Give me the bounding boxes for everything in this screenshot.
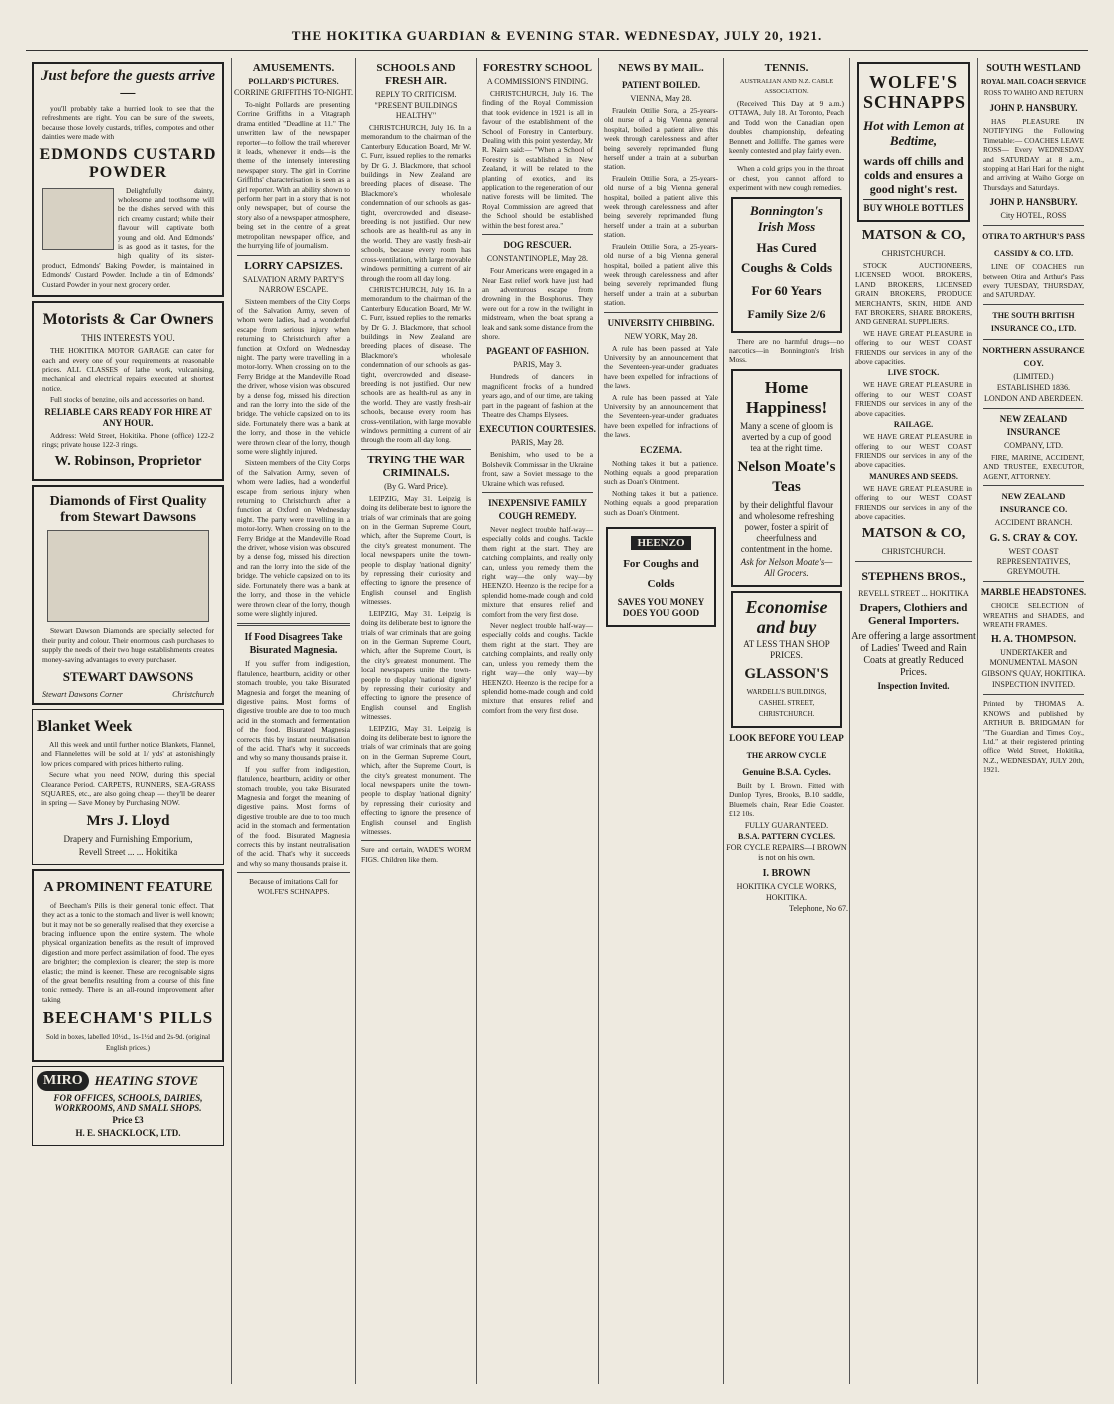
matson-body: STOCK AUCTIONEERS, LICENSED WOOL BROKERS, LAND BROKERS, LICENSED GRAIN BROKERS, PRODUCE MERCHANTS, SKIN, HIDE AND FAT BROKERS, SHARE BROKERS, AND GENERAL SUPPLIERS. (855, 261, 972, 327)
column-4 (478, 58, 597, 1384)
divider (237, 255, 350, 256)
economise-headline: Economise and buy (745, 596, 828, 637)
home-body: Many a scene of gloom is averted by a cup of good tea at the right time. (740, 420, 833, 453)
divider (983, 581, 1084, 582)
stephens-head: STEPHENS BROS., (861, 569, 966, 584)
miro-price: Price £3 (112, 1115, 144, 1126)
matson2-city: CHRISTCHURCH. (881, 547, 946, 557)
manures: MANURES AND SEEDS. (869, 471, 958, 481)
eczema-body: Nothing takes it but a patience. Nothing equals a good preparation such as Doan's Ointment. (604, 458, 718, 487)
divider (604, 312, 718, 313)
dog-rescuer-head: DOG RESCUER. (503, 240, 572, 251)
patient-boiled-sub: VIENNA, May 28. (630, 94, 692, 103)
amusements-body: To-night Pollards are presenting Corrine Griffiths in a Vitagraph drama entitled "Deadline at 11." The unwritten law of the newspaper reporter—to follow the trail wherever it leads, whenever it ends—is the theme of the intensely interesting newspaper story. The girl in Corrine Griffiths' characterisation is seen as a girl reporter. With an ability shown to perform her part in a story that is not only newspaper, but of course the story also of a newspaper atmosphere, being set in the centre of a great metropolitan newspaper office, and the hurrying life of journalism. (237, 100, 350, 251)
wolfe-foot: BUY WHOLE BOTTLES (863, 199, 964, 214)
column-rule (598, 58, 599, 1384)
edmonds-brand: EDMONDS CUSTARD POWDER (39, 145, 217, 181)
heenzo-line2: SAVES YOU MONEY DOES YOU GOOD (617, 597, 705, 619)
divider (855, 561, 972, 562)
moate-ad (731, 369, 842, 587)
motorists-ad (32, 301, 224, 481)
worm-figs-note: Sure and certain, WADE'S WORM FIGS. Children like them. (361, 845, 471, 864)
brown-city: HOKITIKA. (765, 892, 808, 902)
moss-intro: When a cold grips you in the throat or chest, you cannot afford to experiment with new cough remedies. (729, 164, 844, 193)
news-by-mail-head: NEWS BY MAIL. (618, 62, 704, 74)
divider (237, 623, 350, 626)
patient-boiled-body: Fraulein Ottilie Sora, a 25-years-old nurse of a big Vienna general hospital, boiled a patient alive this week through carelessness and after being severely reprimanded flung herself under a train at a suburban station. (604, 106, 718, 172)
matson2-head: MATSON & CO, (861, 526, 966, 542)
imprint: Printed by THOMAS A. KNOWS and published by ARTHUR B. BRIDGMAN for "The Guardian and Times Coy., Ltd." at their registered printing office Weld Street, Hokitika, N.Z., WEDNESDAY, JULY 20th, 1921. (983, 699, 1084, 775)
motorists-sub: THIS INTERESTS YOU. (81, 333, 175, 344)
divider (983, 339, 1084, 340)
matson-home-body: WE HAVE GREAT PLEASURE in offering to our WEST COAST FRIENDS our services in any of the above capacities. (855, 328, 972, 367)
moss-line2: For 60 Years (751, 282, 822, 298)
matson-home-body: WE HAVE GREAT PLEASURE in offering to our WEST COAST FRIENDS our services in any of the above capacities. (855, 483, 972, 521)
motorists-proprietor: W. Robinson, Proprietor (54, 454, 202, 470)
wolfe-script: Hot with Lemon at Bedtime, (863, 118, 964, 148)
matson-home-body: WE HAVE GREAT PLEASURE in offering to our WEST COAST FRIENDS our services in any of the above capacities. (855, 380, 972, 418)
divider (983, 408, 1084, 409)
divider (482, 492, 593, 493)
motorists-address: Address: Weld Street, Hokitika. Phone (office) 122-2 rings; private house 122-3 rings. (42, 430, 214, 449)
glasson-sub: WARDELL'S BUILDINGS, CASHEL STREET, CHRISTCHURCH. (746, 687, 827, 718)
bsa-foot: FULLY GUARANTEED. (744, 820, 829, 830)
hansbury-city: City HOTEL, ROSS (1000, 211, 1067, 221)
nz-insurance-sub: COMPANY, LTD. (1003, 440, 1064, 450)
divider (361, 449, 471, 450)
column-2 (233, 58, 354, 1384)
live-stock: LIVE STOCK. (887, 368, 940, 378)
wolfe-ad (857, 62, 970, 222)
schools-head: SCHOOLS AND FRESH AIR. (376, 62, 456, 87)
column-rule (977, 58, 978, 1384)
heenzo-ad (606, 527, 716, 627)
schnapps-note: Because of imitations Call for WOLFE'S SCHNAPPS. (249, 877, 338, 896)
motorists-line2: Full stocks of benzine, oils and accessories on hand. (50, 395, 205, 405)
home-head: Home Happiness! (745, 377, 828, 417)
patient-boiled-body: Fraulein Ottilie Sora, a 25-years-old nurse of a big Vienna general hospital, boiled a patient alive this week through carelessness and after being severely reprimanded flung herself under a train at a suburban station. (604, 173, 718, 240)
motorists-headline: Motorists & Car Owners (42, 311, 214, 329)
teas-foot: Ask for Nelson Moate's—All Grocers. (740, 556, 833, 578)
south-british-head: THE SOUTH BRITISH INSURANCE CO., LTD. (990, 310, 1077, 333)
magnesia-head: If Food Disagrees Take Bisurated Magnesia. (244, 632, 343, 657)
bsa-body: Built by I. Brown. Fitted with Dunlop Tyres, Brooks, B.10 saddle, Bluemels chain, Rear Edie Coaster. £12 10s. (729, 780, 844, 819)
column-5 (600, 58, 722, 1384)
teas-head: Nelson Moate's Teas (737, 458, 836, 495)
bsa-parts: B.S.A. PATTERN CYCLES. (737, 831, 836, 841)
rings-illustration (47, 530, 209, 622)
eczema-head: ECZEMA. (640, 444, 682, 455)
moss-foot: There are no harmful drugs—no narcotics—in Bonnington's Irish Moss. (729, 336, 844, 365)
northern-head: NORTHERN ASSURANCE COY. (982, 344, 1085, 368)
divider (482, 234, 593, 235)
otira-body: LINE OF COACHES run between Otira and Arthur's Pass every TUESDAY, THURSDAY, and SATURDAY. (983, 262, 1084, 300)
magnesia-body: If you suffer from indigestion, flatulence, heartburn, acidity or other stomach trouble, you take Bisurated Magnesia and forget the meaning of digestive pains. Most forms of digestive trouble are due to too much acid in the stomach and fermentation of the food. Bisurated Magnesia corrects this by instant neutralisation of the acid. That's why it succeeds and why so many thousands praise it. (237, 659, 350, 763)
marble-head: MARBLE HEADSTONES. (980, 587, 1087, 598)
column-6 (725, 58, 848, 1384)
schools-sub2: "PRESENT BUILDINGS HEALTHY" (374, 101, 458, 120)
amusements-sub2: CORRINE GRIFFITHS TO-NIGHT. (234, 88, 353, 97)
forestry-sub: A COMMISSION'S FINDING. (486, 77, 589, 86)
hansbury-foot: JOHN P. HANSBURY. (989, 197, 1078, 208)
brown-sub: HOKITIKA CYCLE WORKS, (736, 881, 837, 891)
schools-body: CHRISTCHURCH, July 16. In a memorandum to the chairman of the Canterbury Education Board, Mr W. C. Furr, issued replies to the remarks by Dr G. J. Blackmore, that school buildings in New Zealand are breeding places of disease. The Blackmore's wholesale condemnation of our schools as gas-tight, overcrowded and disease-breeding is not justified. Our new schools are as health-rul as any in the world. They are vastly fresh-air schools, because every room has cross-ventilation, with large movable windows permitting a current of air through the room all day long. (361, 123, 471, 283)
divider (361, 840, 471, 841)
diamonds-ad (32, 485, 224, 705)
lorry-body: Sixteen members of the City Corps of the Salvation Army, seven of whom were ladies, had a wonderful escape from serious injury when returning to Christchurch after a function at Oxford on Wednesday night. The party were travelling in a motor-lorry. When crossing on to the Ferry Bridge at the Mandeville Road the driver, whose vision was obscured by a dense fog, missed his direction and ran the lorry into the side of the bridge. The vehicle capsized on to its side. Fortunately there was a bank at the lorry, and those in the vehicle were thrown clear of the lorry, though some were slightly injured. (237, 458, 350, 618)
otira-sub: CASSIDY & CO. LTD. (993, 249, 1074, 259)
blanket-address: Revell Street ... ... Hokitika (78, 846, 178, 857)
heenzo-line1: For Coughs and Colds (623, 558, 699, 591)
tennis-head: TENNIS. (764, 62, 809, 74)
zealand-sub: ACCIDENT BRANCH. (994, 518, 1073, 528)
divider (237, 872, 350, 873)
divider (983, 485, 1084, 486)
beecham-foot: Sold in boxes, labelled 10½d., 1s-1½d and 2s-9d. (original English prices.) (45, 1033, 211, 1053)
diamonds-body: Stewart Dawson Diamonds are specially selected for their purity and colour. Their enormous cash purchases to supply the needs of their two huge establishments creates money-saving advantages to every purchaser. (42, 626, 214, 664)
wolfe-brand: WOLFE'S SCHNAPPS (863, 72, 967, 112)
wolfe-body: wards off chills and colds and ensures a good night's rest. (863, 154, 964, 196)
dog-rescuer-sub: CONSTANTINOPLE, May 28. (486, 254, 589, 264)
south-westland-sub: ROYAL MAIL COACH SERVICE (980, 78, 1087, 86)
brown-name: I. BROWN (762, 867, 811, 879)
divider (983, 304, 1084, 305)
matson-home-body: WE HAVE GREAT PLEASURE in offering to our WEST COAST FRIENDS our services in any of the above capacities. (855, 432, 972, 470)
teas-body: by their delightful flavour and wholesome refreshing power, foster a spirit of cheerfulness and contentment in the home. (739, 499, 834, 554)
university-sub: NEW YORK, May 28. (624, 331, 698, 341)
moss-brand: Bonnington's Irish Moss (750, 202, 823, 234)
column-rule (355, 58, 356, 1384)
diamonds-brand: STEWART DAWSONS (62, 668, 194, 684)
eczema-body: Nothing takes it but a patience. Nothing equals a good preparation such as Doan's Ointment. (604, 488, 718, 517)
south-westland-sub2: ROSS TO WAIHO AND RETURN (983, 89, 1084, 97)
glasson-ad (731, 591, 842, 728)
patient-boiled-head: PATIENT BOILED. (621, 80, 701, 90)
beecham-body: of Beecham's Pills is their general tonic effect. That they act as a tonic to the stomach and liver is well known; but it may not be so generally realised that they exercise a bracing influence upon the entire system. The whole physical organization benefits as the result of improved digestion and more perfect assimilation of food. The eyes are brighter; the complexion is clearer; the step is more elastic; the mind is keener. These are recognisable signs of the great benefits resulting from a course of this fine tonic remedy. There is an all-round improvement after taking (42, 900, 214, 1004)
thompson-addr: GIBSON'S QUAY, HOKITIKA. (981, 669, 1086, 679)
matson-city: CHRISTCHURCH. (881, 249, 946, 258)
matson-head: MATSON & CO, (861, 228, 966, 243)
blanket-trade: Drapery and Furnishing Emporium, (63, 833, 193, 844)
woman-illustration (42, 188, 114, 250)
war-criminals-body: LEIPZIG, May 31. Leipzig is doing its deliberate best to ignore the trials of war criminals that are going on in the German Supreme Court, which, after the Supreme Court, is the city's greatest monument. The local newspapers unite the town-people to display 'national dignity' by repressing their curiosity and effecting to ignore the presence of English counsel and English witnesses. (361, 608, 471, 722)
miro-ad (32, 1066, 224, 1146)
blanket-body: All this week and until further notice Blankets, Flannel, and Flannelettes will be sold at 1/ yds' at astonishingly low prices compared with prices hitherto ruling. (41, 739, 215, 768)
diamonds-footer (38, 690, 218, 699)
stephens-body2: Are offering a large assortment of Ladies' Tweed and Rain Coats at greatly Reduced Prices. (851, 631, 976, 679)
cray-head: G. S. CRAY & COY. (989, 533, 1078, 545)
forestry-body: CHRISTCHURCH, July 16. The finding of the Royal Commission that took evidence in 1921 is all in favour of the establishment of the School of Forestry in Canterbury. Dealing with this point yesterday, Mr R. Nairn said:— "When a School of Forestry is established in New Zealand, it will be related to the planting of exotics, and its application to the regeneration of our native forests will be limited. The Royal Commission are agreed that the School should be established within the best forest area." (482, 89, 593, 230)
column-rule (476, 58, 477, 1384)
divider (983, 225, 1084, 226)
edmonds-body2: Delightfully dainty, wholesome and toothsome will be the dishes served with this rich creamy custard; while their flavour will captivate both young and old. And Edmonds' is as good as it tastes, for the high quality of its sister-product, Edmonds' Baking Powder, is maintained in Edmonds' Custard Powder. Include a tin of Edmonds' Custard Powder in your next grocery order. (42, 185, 214, 289)
miro-seller: H. E. SHACKLOCK, LTD. (75, 1128, 181, 1139)
column-8 (979, 58, 1088, 1384)
schools-sub: REPLY TO CRITICISM. (375, 90, 457, 99)
glasson-body: AT LESS THAN SHOP PRICES. (743, 638, 830, 660)
column-rule (723, 58, 724, 1384)
fashion-body: Hundreds of dancers in magnificent frocks of a hundred years ago, and of our time, are taking part in the pageant of fashion at the Theatre des Champs Elysees. (482, 372, 593, 419)
northern-city: LONDON AND ABERDEEN. (984, 393, 1083, 403)
cough-remedy-body: Never neglect trouble half-way—especially colds and coughs. Tackle them right at the start. They are catching complaints, and really only can, unless you remedy them the right way—the only way—by HEENZO. Heenzo is the recipe for a splendid home-made cough and cold mixture that ensures relief and comfort from the very first dose. (482, 525, 593, 619)
stephens-sub: REVELL STREET ... HOKITIKA (858, 589, 969, 599)
thompson-foot: INSPECTION INVITED. (991, 680, 1076, 690)
stephens-body: Drapers, Clothiers and General Importers. (859, 602, 968, 628)
nz-insurance-body: FIRE, MARINE, ACCIDENT, AND TRUSTEE, EXECUTOR, AGENT, ATTORNEY. (983, 452, 1084, 481)
war-criminals-head: TRYING THE WAR CRIMINALS. (367, 453, 465, 479)
hansbury-body: HAS PLEASURE IN NOTIFYING the Following Timetable:— COACHES LEAVE ROSS— Every WEDNESDAY and SATURDAY at 8 a.m., stopping at Hari Hari for the night and arriving at Waiho Gorge on Thursdays and Saturdays. (983, 117, 1084, 192)
otira-head: OTIRA TO ARTHUR'S PASS (982, 232, 1085, 242)
column-3 (357, 58, 475, 1384)
ads-column (26, 58, 230, 1384)
thompson-head: H. A. THOMPSON. (990, 634, 1077, 646)
cough-remedy-body: Never neglect trouble half-way—especially colds and coughs. Tackle them right at the start. They are catching complaints, and really only can, unless you remedy them the right way—the only way—by HEENZO. Heenzo is the recipe for a splendid home-made cough and cold mixture that ensures relief and comfort from the very first dose. (482, 621, 593, 715)
south-westland-head: SOUTH WESTLAND (986, 63, 1081, 74)
marble-body: CHOICE SELECTION of WREATHS and SHADES, and WREATH FRAMES. (983, 601, 1084, 629)
edmonds-ad (32, 62, 224, 297)
diamonds-headline: Diamonds of First Quality from Stewart Dawsons (49, 494, 207, 526)
lorry-sub: SALVATION ARMY PARTY'S NARROW ESCAPE. (242, 274, 345, 294)
amusements-head: AMUSEMENTS. (252, 62, 335, 74)
glasson-brand: GLASSON'S (744, 665, 829, 682)
lorry-head: LORRY CAPSIZES. (244, 259, 343, 272)
execution-head: EXECUTION COURTESIES. (479, 424, 596, 435)
cray-sub: WEST COAST REPRESENTATIVES, GREYMOUTH. (996, 547, 1071, 577)
university-body: A rule has been passed at Yale University by an announcement that the Seventeen-year-under graduates have been expelled for infractions of the laws. (604, 343, 718, 391)
northern-sub: (LIMITED.) (1013, 371, 1054, 381)
nz-insurance-head: NEW ZEALAND INSURANCE (999, 413, 1068, 437)
motorists-body: THE HOKITIKA MOTOR GARAGE can cater for each and every one of your requirements at reasonable prices. ALL CLASSES of lathe work, vulcanising, mechanical and electrical repairs executed at shortest notice. (42, 346, 214, 393)
magnesia-body: If you suffer from indigestion, flatulence, heartburn, acidity or other stomach trouble, you take Bisurated Magnesia and forget the meaning of digestive pains. Most forms of digestive trouble are due to too much acid in the stomach and fermentation of the food. Bisurated Magnesia corrects this by instant neutralisation of the acid. That's why it succeeds and why so many thousands praise it. (237, 764, 350, 868)
miro-brand: MIRO (37, 1071, 89, 1091)
dog-rescuer-body: Four Americans were engaged in a Near East relief work have just had an adventurous escape from drowning in the Bosphorus. They were out for a row in the twilight in midstream, when the boat sprang a leak and sank some distance from the shore. (482, 266, 593, 341)
masthead-rule (26, 50, 1088, 51)
lorry-body: Sixteen members of the City Corps of the Salvation Army, seven of whom were ladies, had a wonderful escape from serious injury when returning to Christchurch after a function at Oxford on Wednesday night. The party were travelling in a motor-lorry. When crossing on to the Ferry Bridge at the Mandeville Road the driver, whose vision was obscured by a dense fog, missed his direction and ran the lorry into the side of the bridge. The vehicle capsized on to its side. Fortunately there was a bank at the lorry, and those in the vehicle were thrown clear of the lorry, though some were slightly injured. (237, 296, 350, 456)
war-criminals-body: LEIPZIG, May 31. Leipzig is doing its deliberate best to ignore the trials of war criminals that are going on in the German Supreme Court, which, after the Supreme Court, is the city's greatest monument. The local newspapers unite the town-people to display 'national dignity' by repressing their curiosity and effecting to ignore the presence of English counsel and English witnesses. (361, 493, 471, 607)
stephens-foot: Inspection Invited. (877, 681, 950, 692)
cough-remedy-head: INEXPENSIVE FAMILY COUGH REMEDY. (488, 498, 587, 521)
thompson-sub: UNDERTAKER and MONUMENTAL MASON (989, 648, 1078, 668)
divider (983, 694, 1084, 695)
miro-sub: FOR OFFICES, SCHOOLS, DAIRIES, WORKROOMS, AND SMALL SHOPS. (53, 1093, 203, 1114)
war-criminals-sub: (By G. Ward Price). (384, 481, 448, 491)
northern-est: ESTABLISHED 1836. (996, 382, 1071, 392)
bsa-head: Genuine B.S.A. Cycles. (742, 766, 831, 777)
war-criminals-body: LEIPZIG, May 31. Leipzig is doing its deliberate best to ignore the trials of war criminals that are going on in the German Supreme Court, which, after the Supreme Court, is the city's greatest monument. The local newspapers unite the town-people to display 'national dignity' by repressing their curiosity and effecting to ignore the presence of English counsel and English witnesses. (361, 723, 471, 837)
fashion-sub: PARIS, May 3. (513, 360, 562, 370)
beecham-ad (32, 869, 224, 1062)
forestry-head: FORESTRY SCHOOL (483, 62, 592, 74)
blanket-ad (32, 709, 224, 865)
diamonds-city: Christchurch (172, 689, 214, 699)
tennis-sub: AUSTRALIAN AND N.Z. CABLE ASSOCIATION. (739, 78, 834, 95)
railage: RAILAGE. (893, 420, 934, 430)
heenzo-brand: HEENZO (631, 536, 690, 550)
miro-headline: HEATING STOVE (94, 1073, 199, 1089)
masthead: THE HOKITIKA GUARDIAN & EVENING STAR. WEDNESDAY, JULY 20, 1921. (291, 28, 823, 43)
fashion-head: PAGEANT OF FASHION. (486, 346, 589, 357)
hansbury-head: JOHN P. HANSBURY. (989, 103, 1078, 113)
university-head: UNIVERSITY CHIBBING. (607, 317, 715, 328)
amusements-sub: POLLARD'S PICTURES. (248, 77, 339, 86)
diamonds-corner: Stewart Dawsons Corner (42, 689, 123, 699)
patient-boiled-body: Fraulein Ottilie Sora, a 25-years-old nurse of a big Vienna general hospital, boiled a patient alive this week through carelessness and after being severely reprimanded flung herself under a train at a suburban station. (604, 241, 718, 308)
schools-body: CHRISTCHURCH, July 16. In a memorandum to the chairman of the Canterbury Education Board, Mr W. C. Furr, issued replies to the remarks by Dr G. J. Blackmore, that school buildings in New Zealand are breeding places of disease. The Blackmore's wholesale condemnation of our schools as gas-tight, overcrowded and disease-breeding is not justified. Our new schools are as health-rul as any in the world. They are vastly fresh-air schools, because every room has cross-ventilation, with large movable windows permitting a current of air through the room all day long. (361, 284, 471, 445)
blanket-body2: Secure what you need NOW, during this special Clearance Period. CARPETS, RUNNERS, SEA-GRASS SQUARES, etc., are also going cheap — they'll be dearer in spring — Save Money by Purchasing NOW. (41, 770, 215, 808)
moss-price: Family Size 2/6 (747, 306, 826, 321)
university-body: A rule has been passed at Yale University by an announcement that the Seventeen-year-under graduates have been expelled for infractions of the laws. (604, 392, 718, 440)
zealand-head: NEW ZEALAND INSURANCE CO. (999, 491, 1068, 515)
column-rule (231, 58, 232, 1384)
execution-sub: PARIS, May 28. (511, 438, 564, 448)
beecham-headline: A PROMINENT FEATURE (43, 879, 213, 895)
moss-line1: Has Cured Coughs & Colds (740, 239, 833, 275)
leap-head: LOOK BEFORE YOU LEAP (729, 732, 844, 743)
moss-ad (731, 197, 842, 333)
brown-phone: Telephone, No 67. (789, 903, 848, 913)
arrow-head: THE ARROW CYCLE (746, 750, 827, 760)
column-rule (849, 58, 850, 1384)
blanket-name: Mrs J. Lloyd (86, 812, 170, 829)
repair: FOR CYCLE REPAIRS—I BROWN is not on his own. (726, 842, 847, 862)
edmonds-body: you'll probably take a hurried look to see that the refreshments are right. You can be sure of the sweets, because those lovely custards, trifles, compotes and other dainties were made with (42, 104, 214, 142)
blanket-headline: Blanket Week (37, 717, 133, 735)
tennis-body: (Received This Day at 9 a.m.) OTTAWA, July 18. At Toronto, Peach and Todd won the Canadian open doubles championship, defeating Bennett and Jolliffe. The games were keenly contested and play fairly even. (729, 99, 844, 156)
divider (729, 159, 844, 160)
beecham-brand: BEECHAM'S PILLS (42, 1008, 214, 1028)
edmonds-headline: Just before the guests arrive— (40, 68, 216, 101)
execution-body: Benishim, who used to be a Bolshevik Commissar in the Ukraine front, saw a Soviet message to the Ukraine which was refused. (482, 450, 593, 488)
column-7 (851, 58, 976, 1384)
motorists-line3: RELIABLE CARS READY FOR HIRE AT ANY HOUR. (44, 406, 212, 428)
